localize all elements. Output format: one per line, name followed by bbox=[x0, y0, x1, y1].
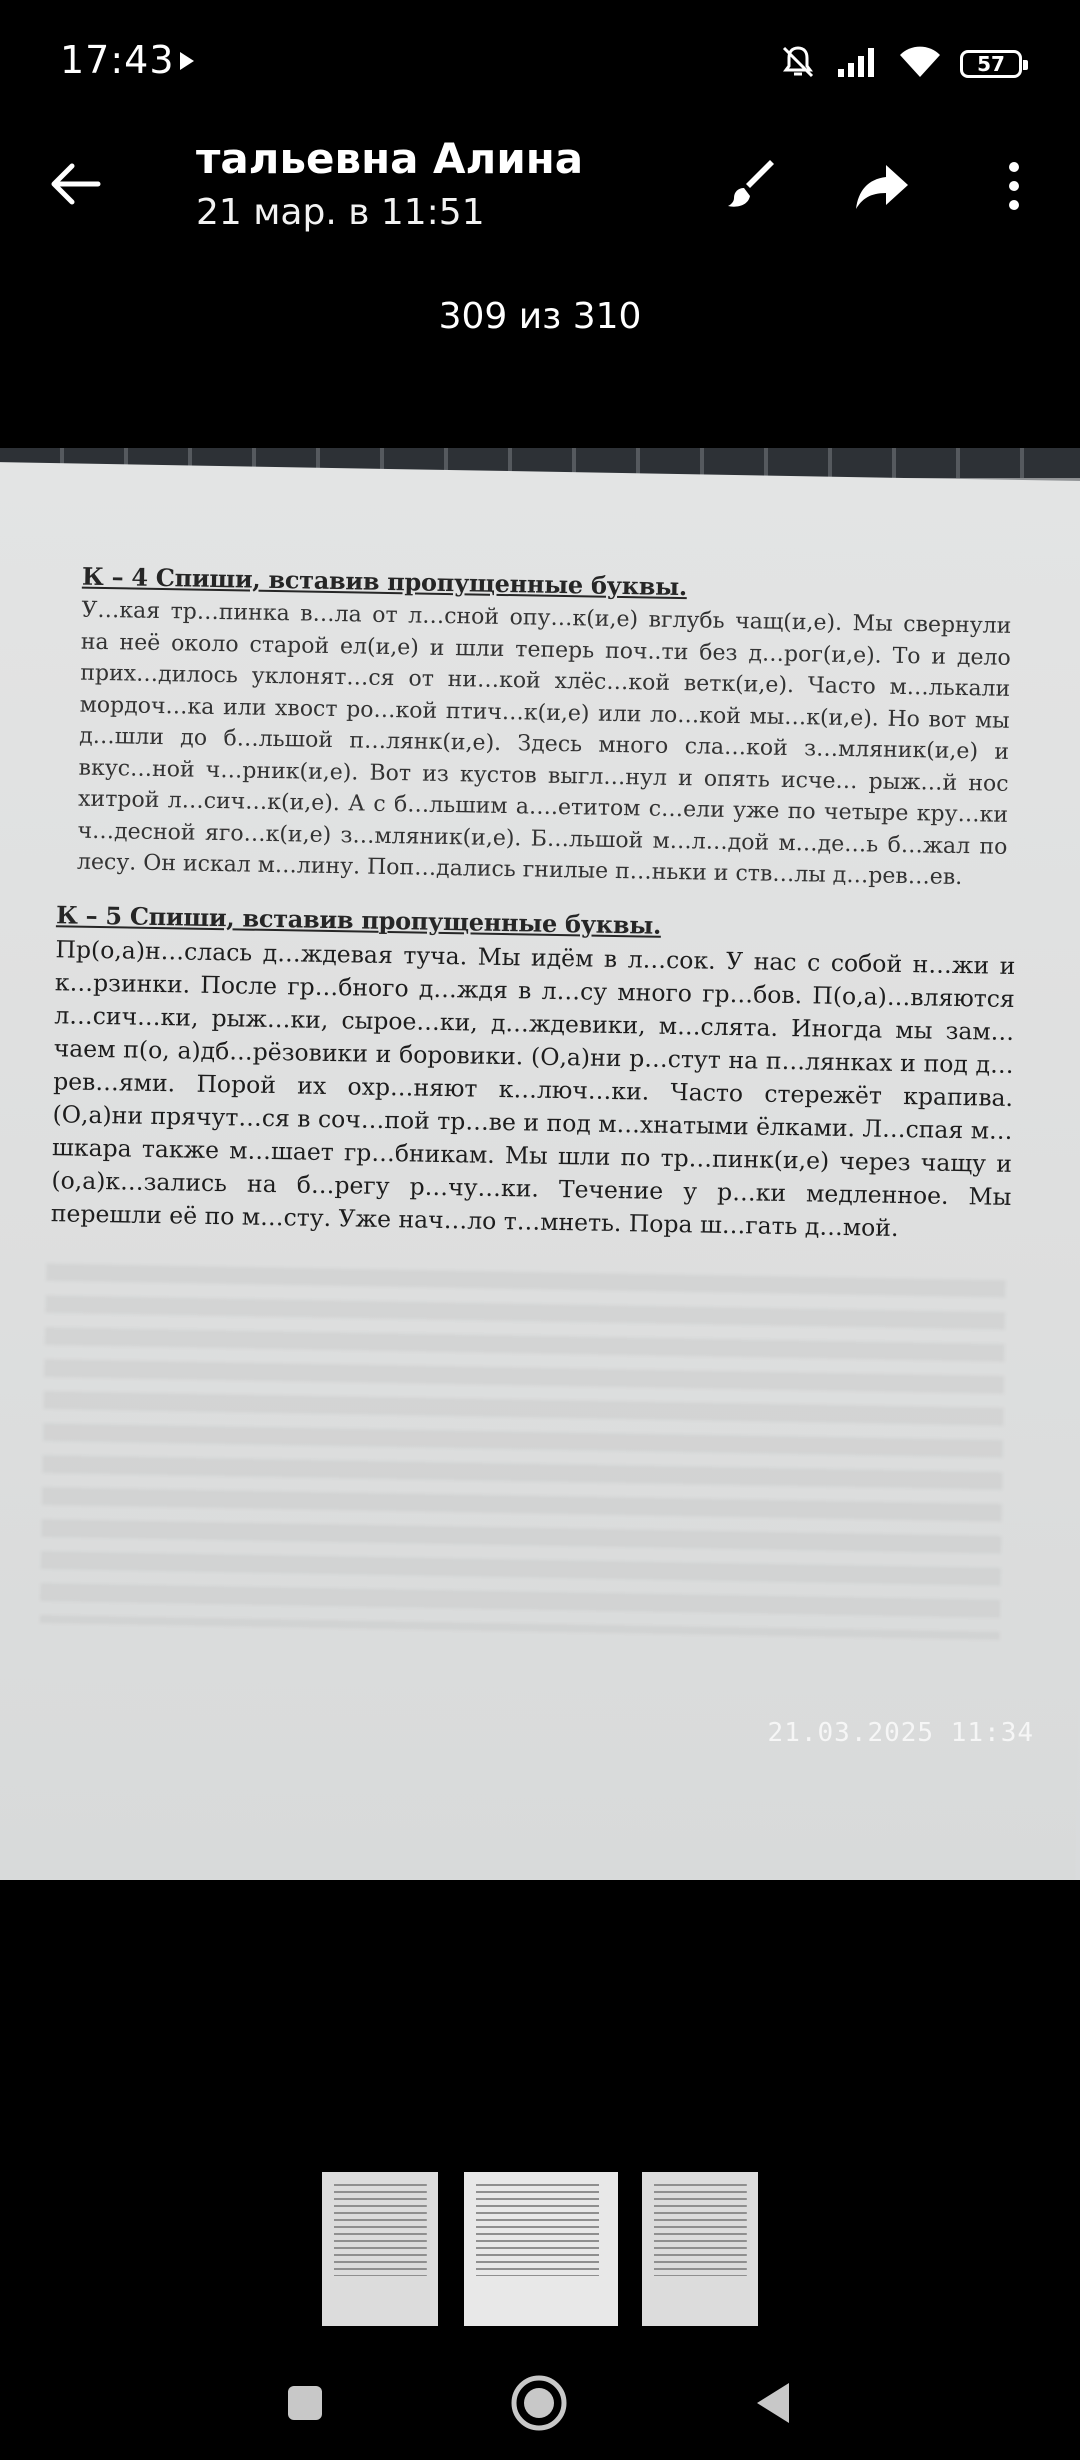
photo-view[interactable] bbox=[0, 448, 1080, 1880]
share-button[interactable] bbox=[846, 150, 918, 222]
arrow-left-icon bbox=[50, 162, 102, 206]
sender-name: тальевна Алина bbox=[196, 134, 584, 183]
more-vertical-icon bbox=[1006, 161, 1022, 211]
home-icon bbox=[509, 2373, 569, 2433]
section-k4-text: У…кая тр…пинка в…ла от л…сной опу…к(и,е) вглубь чащ(и,е). Мы свернули на неё около старой ел(и,е) и шли теперь поч..ти без д…рог(и,е). То и дело прих…дилось уклонят…ся от ни…кой хлёс…кой ветк(и,е). Часто м…лькали мордоч…ка или хвост ро…кой птич…к(и,е) или ло…кой мы…к(и,е). Но вот мы д…шли до б…льшой п…лянк(и,е). Здесь много сла…кой з…мляник(и,е) и вкус…ной ч…рник(и,е). Вот из кустов выгл…нул и опять исче… рыж…й нос хитрой л…сич…к(и,е). А с б…льшим а….етитом с…ели уже по четыре кру…ки ч…десной яго…к(и,е) з…мляник(и,е). Б…льшой м…л…дой м…де…ь б…жал по лесу. Он искал м…лину. Поп…дались гнилые п…ньки и ств…лы д…рев…ев. bbox=[76, 597, 1012, 891]
home-button[interactable] bbox=[494, 2358, 584, 2448]
back-button[interactable] bbox=[40, 148, 112, 220]
recents-button[interactable] bbox=[260, 2358, 350, 2448]
image-counter: 309 из 310 bbox=[438, 296, 642, 337]
signal-icon bbox=[836, 45, 880, 83]
worksheet-paper bbox=[0, 462, 1080, 1880]
system-nav-bar bbox=[0, 2346, 1080, 2460]
play-icon bbox=[180, 52, 194, 70]
wifi-icon bbox=[898, 45, 942, 83]
viewer-header bbox=[0, 128, 1080, 348]
thumbnail-item[interactable] bbox=[322, 2172, 438, 2326]
worksheet-document bbox=[40, 561, 1042, 1269]
thumbnail-item[interactable] bbox=[642, 2172, 758, 2326]
section-k5-title: К – 5 Спиши, вставив пропущенные буквы. bbox=[55, 899, 662, 940]
photo-timestamp: 21.03.2025 11:34 bbox=[767, 1718, 1034, 1748]
bleed-through-text bbox=[40, 1263, 1006, 1640]
thumbnail-item-current[interactable] bbox=[464, 2172, 618, 2326]
sent-date: 21 мар. в 11:51 bbox=[196, 192, 485, 233]
battery-icon bbox=[960, 50, 1022, 78]
more-menu-button[interactable] bbox=[978, 150, 1050, 222]
mute-icon bbox=[778, 42, 818, 86]
status-icons bbox=[778, 44, 1022, 84]
status-time: 17:43 bbox=[60, 38, 175, 82]
thumbnail-strip bbox=[0, 2172, 1080, 2328]
share-forward-icon bbox=[854, 161, 910, 211]
section-k4-title: К – 4 Спиши, вставив пропущенные буквы. bbox=[81, 561, 688, 602]
nav-back-button[interactable] bbox=[728, 2358, 818, 2448]
back-triangle-icon bbox=[753, 2381, 793, 2425]
recents-icon bbox=[286, 2384, 324, 2422]
section-k5-text: Пр(о,а)н…слась д…ждевая туча. Мы идём в л…сок. У нас с собой н…жи и к…рзинки. После гр…бного д…ждя в л…су много гр…бов. П(о,а)…вляются л…сич…ки, рыж…ки, сырое…ки, д…ждевики, м…слята. Иногда мы зам…чаем п(о, а)дб…рёзовики и боровики. (О,а)ни р…стут на п…лянках и под д…рев…ями. Порой их охр…няют к…люч…ки. Часто стережёт крапива. (О,а)ни прячут…ся в соч…пой тр…ве и под м…хнатыми ёлками. Л…спая м…шкара также м…шает гр…бникам. Мы шли по тр…пинк(и,е) через чащу и (о,а)к…зались на б…регу р…чу…ки. Течение у р…ки медленное. Мы перешли её по м…сту. Уже нач…ло т…мнеть. Пора ш…гать д…мой. bbox=[50, 934, 1016, 1242]
battery-level: 57 bbox=[977, 52, 1005, 76]
status-bar bbox=[0, 0, 1080, 128]
edit-button[interactable] bbox=[716, 150, 788, 222]
brush-icon bbox=[724, 158, 780, 214]
